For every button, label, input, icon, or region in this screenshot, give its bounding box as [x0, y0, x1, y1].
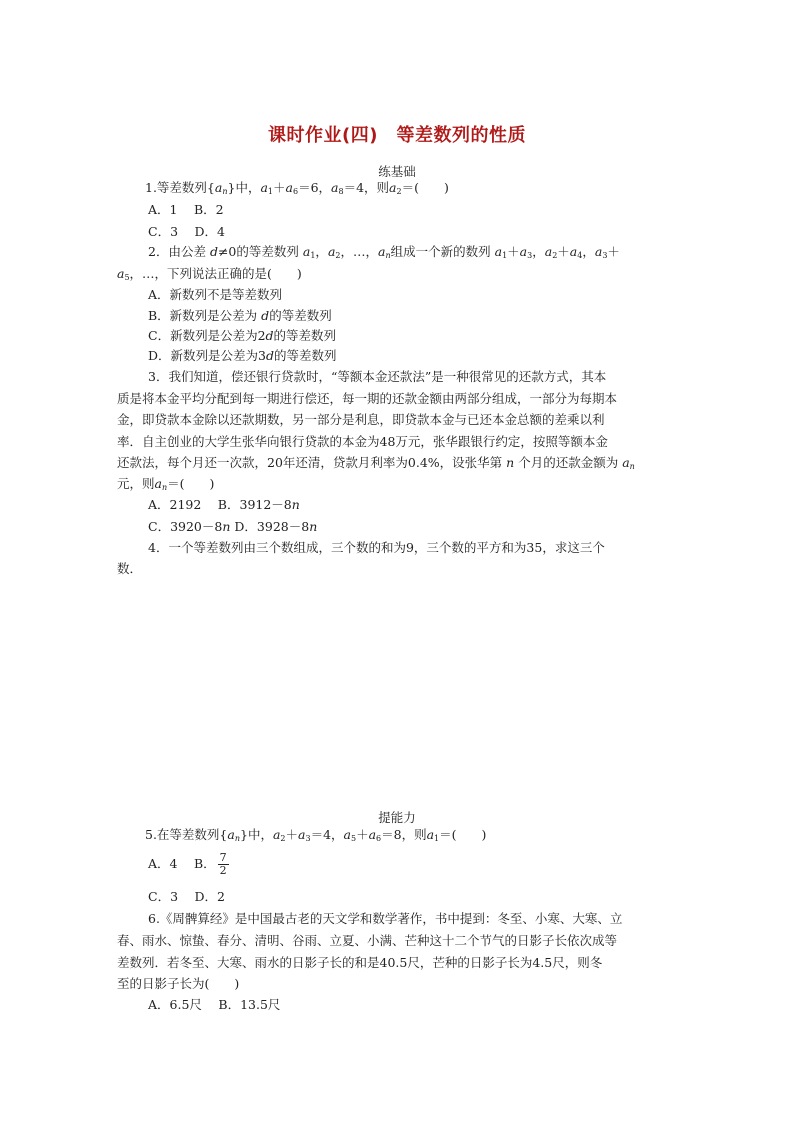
- question-6-line-3: 差数列．若冬至、大寒、雨水的日影子长的和是40.5尺，芒种的日影子长为4.5尺，则冬: [117, 955, 603, 970]
- section-heading-basic: 练基础: [378, 164, 416, 179]
- question-2-option-a: A．新数列不是等差数列: [148, 287, 283, 302]
- question-6-line-4: 至的日影子长为( ): [117, 976, 240, 991]
- question-6-options-ab: A．6.5尺 B．13.5尺: [148, 997, 281, 1012]
- question-1: 1.等差数列$\{a_n\}$中，$a_1+a_6=6$，$a_8=4$，则$a_2=$( ): [145, 180, 449, 196]
- question-1-options-cd: C．3 D．4: [148, 224, 225, 239]
- question-2-option-d: D．新数列是公差为3d的等差数列: [148, 348, 337, 363]
- question-6-line-1: 6.《周髀算经》是中国最古老的天文学和数学著作，书中提到：冬至、小寒、大寒、立: [148, 911, 623, 926]
- question-2-option-c: C．新数列是公差为2d的等差数列: [148, 328, 337, 343]
- question-2-line-1: 2．由公差 d≠0的等差数列 $a_1$，$a_2$，…，$a_n$组成一个新的数列 $a_1+a_3$，$a_2+a_4$，$a_3+$: [148, 244, 620, 260]
- question-6-line-2: 春、雨水、惊蛰、春分、清明、谷雨、立夏、小满、芒种这十二个节气的日影子长依次成等: [117, 933, 618, 948]
- page-title: 课时作业(四) 等差数列的性质: [268, 125, 526, 146]
- fraction-seven-halves: $\frac{7}{2}$: [219, 851, 227, 878]
- question-5-options-ab: A．4 B． $\frac{7}{2}$: [148, 851, 227, 878]
- question-4-line-2: 数．: [117, 561, 143, 576]
- question-2-option-b: B．新数列是公差为 d的等差数列: [148, 308, 332, 323]
- question-3-options-ab: A．2192 B．3912－8n: [148, 497, 300, 512]
- question-2-line-2: $a_5$，…，下列说法正确的是( ): [117, 266, 302, 282]
- question-3-options-cd: C．3920－8n D．3928－8n: [148, 519, 318, 534]
- section-heading-advanced: 提能力: [378, 810, 416, 825]
- question-3-line-1: 3．我们知道，偿还银行贷款时，“等额本金还款法”是一种很常见的还款方式，其本: [148, 369, 607, 384]
- question-5: 5.在等差数列$\{a_n\}$中，$a_2+a_3=4$，$a_5+a_6=8$，则$a_1=$( ): [145, 827, 487, 843]
- question-3-line-2: 质是将本金平均分配到每一期进行偿还，每一期的还款金额由两部分组成，一部分为每期本: [117, 391, 618, 406]
- question-3-line-6: 元，则$a_n=$( ): [117, 476, 215, 492]
- question-3-line-3: 金，即贷款本金除以还款期数，另一部分是利息，即贷款本金与已还本金总额的差乘以利: [117, 412, 605, 427]
- question-3-line-4: 率．自主创业的大学生张华向银行贷款的本金为48万元，张华跟银行约定，按照等额本金: [117, 434, 608, 449]
- question-3-line-5: 还款法，每个月还一次款，20年还清，贷款月利率为0.4%，设张华第 n 个月的还款金额为 $a_n$: [117, 455, 635, 471]
- question-1-options-ab: A．1 B．2: [148, 202, 224, 217]
- question-4-line-1: 4．一个等差数列由三个数组成，三个数的和为9，三个数的平方和为35，求这三个: [148, 540, 605, 555]
- question-5-options-cd: C．3 D．2: [148, 889, 225, 904]
